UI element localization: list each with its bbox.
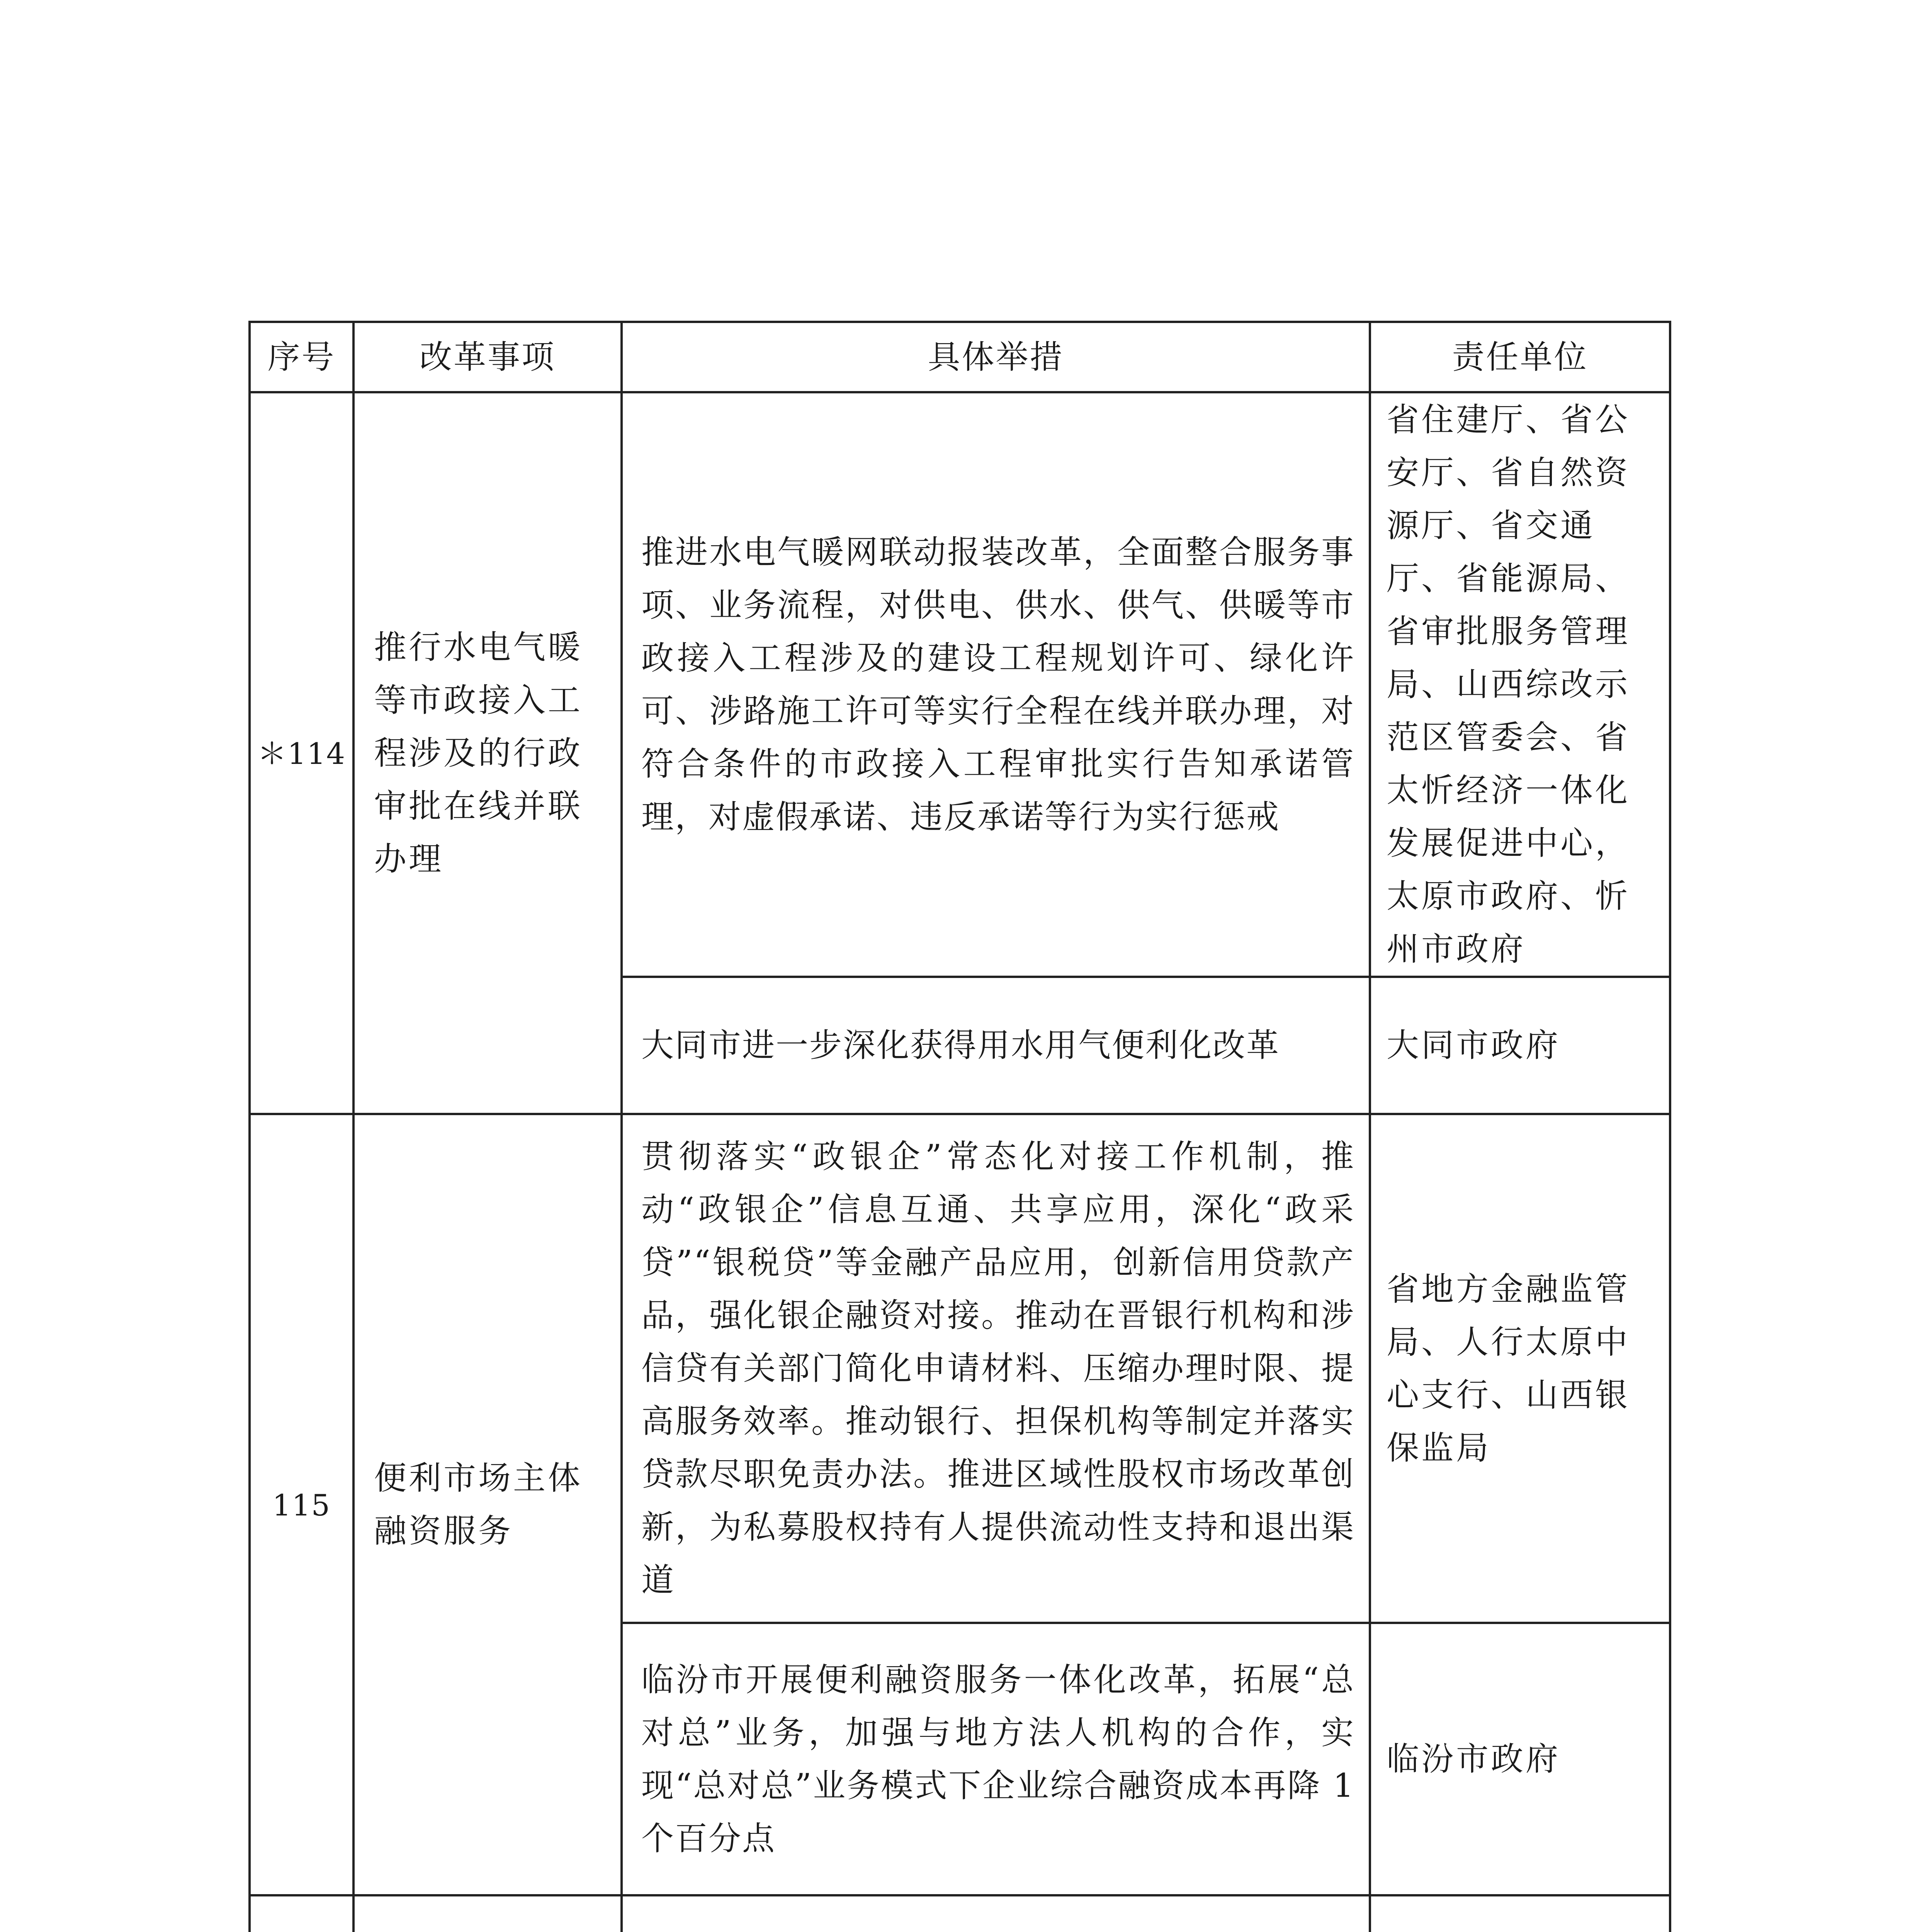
header-unit: 责任单位 [1370,322,1670,392]
header-row [250,322,1670,392]
seq-number: ＊114 [257,736,346,771]
seq-number: 115 [272,1488,331,1522]
header-seq: 序号 [250,322,353,392]
reform-item-cell: 便利市场主体融资服务 [353,1114,622,1895]
reform-item-cell: 推行水电气暖等市政接入工程涉及的行政审批在线并联办理 [353,392,622,1114]
unit-cell: 省地方金融监管局、人行太原中心支行、山西银保监局 [1370,1114,1670,1623]
unit-cell [1370,1895,1670,1932]
seq-cell [250,1895,353,1932]
measure-cell: 大同市进一步深化获得用水用气便利化改革 [622,977,1370,1114]
measure-cell: 临汾市开展便利融资服务一体化改革，拓展“总对总”业务，加强与地方法人机构的合作，实现“总对总”业务模式下企业综合融资成本再降 1 个百分点 [622,1623,1370,1895]
table-row [250,392,1670,977]
unit-cell: 省住建厅、省公安厅、省自然资源厅、省交通厅、省能源局、省审批服务管理局、山西综改示范区管委会、省太忻经济一体化发展促进中心，太原市政府、忻州市政府 [1370,392,1670,977]
table-row [250,1895,1670,1932]
reform-item-cell [353,1895,622,1932]
table-row [250,1114,1670,1623]
reform-table [248,321,1671,1932]
unit-cell: 大同市政府 [1370,977,1670,1114]
measure-cell: 推进水电气暖网联动报装改革，全面整合服务事项、业务流程，对供电、供水、供气、供暖等市政接入工程涉及的建设工程规划许可、绿化许可、涉路施工许可等实行全程在线并联办理，对符合条件的市政接入工程审批实行告知承诺管理，对虚假承诺、违反承诺等行为实行惩戒 [622,392,1370,977]
measure-cell: 贯彻落实“政银企”常态化对接工作机制，推动“政银企”信息互通、共享应用，深化“政采贷”“银税贷”等金融产品应用，创新信用贷款产品，强化银企融资对接。推动在晋银行机构和涉信贷有关部门简化申请材料、压缩办理时限、提高服务效率。推动银行、担保机构等制定并落实贷款尽职免责办法。推进区域性股权市场改革创新，为私募股权持有人提供流动性支持和退出渠道 [622,1114,1370,1623]
unit-cell: 临汾市政府 [1370,1623,1670,1895]
seq-cell [250,1114,353,1895]
measure-cell [622,1895,1370,1932]
seq-cell [250,392,353,1114]
header-measures: 具体举措 [622,322,1370,392]
header-item: 改革事项 [353,322,622,392]
